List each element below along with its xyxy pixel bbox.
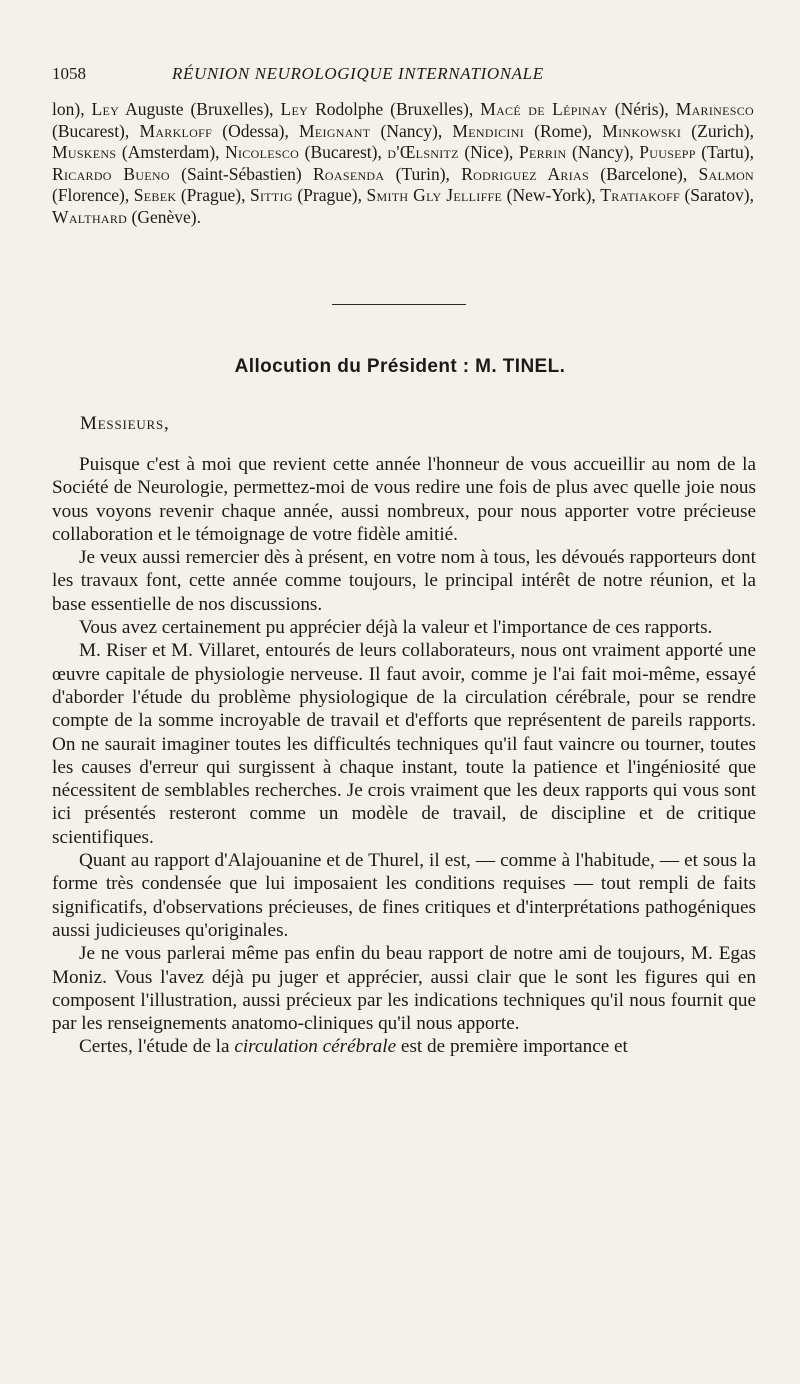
running-title: RÉUNION NEUROLOGIQUE INTERNATIONALE (172, 64, 544, 83)
attendee-text: (Saint-Sébastien) (169, 163, 313, 184)
attendee-text: (Odessa), (212, 120, 300, 141)
attendee-name: Roasenda (312, 163, 385, 184)
paragraph (52, 1035, 756, 1058)
attendee-name: Nicolesco (225, 142, 300, 162)
attendee-name: Salmon (698, 163, 755, 184)
attendee-text: (Saratov), (679, 185, 754, 205)
emphasis-text: circulation cérébrale (234, 1036, 397, 1058)
paragraph-text: Certes, l'étude de la (79, 1036, 235, 1058)
attendee-name: Sittig (249, 185, 293, 205)
attendee-name: Smith Gly Jelliffe (366, 185, 503, 205)
attendee-name: Marinesco (675, 99, 754, 119)
paragraph: Vous avez certainement pu apprécier déjà la valeur et l'importance de ces rapports. (79, 617, 713, 639)
attendee-name: Ley (280, 99, 309, 119)
page-number: 1058 (52, 64, 86, 83)
attendee-name: Tratiakoff (600, 185, 680, 205)
attendee-text: (Nice), (458, 142, 519, 162)
paragraph: Je ne vous parlerai même pas enfin du beau rapport de notre ami de toujours, M. Egas Moniz. Vous l'avez déjà pu juger et apprécier, aussi clair que le sont les figures qui en composent l'illustration, aussi précieux par les indications techniques qu'il nous fournit que par les renseignements anatomo-cliniques qu'il nous apporte. (52, 943, 756, 1035)
attendee-text: (Nancy), (566, 142, 640, 162)
paragraph: M. Riser et M. Villaret, entourés de leurs collaborateurs, nous ont vraiment apporté une œuvre capitale de physiologie nerveuse. Il faut avoir, comme je l'ai fait moi-même, essayé d'aborder l'étude du problème physiologique de la circulation cérébrale, pour se rendre compte de la somme incroyable de travail et d'efforts que représentent de pareils rapports. On ne saurait imaginer toutes les difficultés techniques qu'il faut vaincre ou tourner, toutes les causes d'erreur qui surgissent à chaque instant, toute la patience et l'ingéniosité que nécessitent de semblables recherches. Je crois vraiment que les deux rapports qui vous sont ici présentés resteront comme un modèle de travail, de discipline et de critique scientifiques. (52, 640, 756, 848)
attendee-text: (Tartu), (695, 142, 754, 162)
attendee-name: Mendicini (452, 120, 524, 141)
section-divider (332, 304, 466, 305)
attendee-name: Perrin (518, 142, 567, 162)
attendee-text: lon), (52, 99, 92, 119)
attendee-text: (Prague), (176, 185, 250, 205)
speech-body (52, 453, 756, 1059)
attendee-name: Ricardo Bueno (52, 163, 170, 184)
attendee-name: Macé de Lépinay (480, 99, 608, 119)
attendee-text: (Nancy), (370, 120, 453, 141)
attendee-text: (New-York), (502, 185, 601, 205)
attendee-text: (Bucarest), (299, 142, 388, 162)
section-heading: Allocution du Président : M. TINEL. (234, 356, 566, 377)
attendee-name: Meignant (299, 120, 371, 141)
attendee-text: (Florence), (52, 185, 134, 205)
paragraph: Quant au rapport d'Alajouanine et de Thurel, il est, — comme à l'habitude, — et sous la forme très condensée que lui imposaient les conditions requises — tout rempli de faits significatifs, d'observations précieuses, de fines critiques et d'interprétations pathogéniques aussi judicieuses qu'originales. (52, 850, 756, 941)
attendee-name: Sebek (133, 185, 177, 205)
attendee-text: Auguste (Bruxelles), (119, 99, 281, 119)
paragraph-text: est de première importance et (396, 1036, 628, 1058)
attendee-text: (Barcelone), (588, 163, 699, 184)
attendee-text: (Amsterdam), (116, 142, 226, 162)
attendee-text: (Prague), (292, 185, 367, 205)
attendee-text: (Genève). (127, 206, 202, 227)
attendee-list (52, 99, 754, 228)
attendee-text: (Zurich), (681, 120, 754, 141)
attendee-text: (Bucarest), (52, 120, 140, 141)
salutation: Messieurs, (80, 413, 170, 434)
attendee-name: Walthard (52, 206, 128, 227)
attendee-name: Rodriguez Arias (461, 163, 589, 184)
attendee-text: (Néris), (607, 99, 676, 119)
attendee-text: Rodolphe (Bruxelles), (308, 99, 481, 119)
attendee-name: Markloff (139, 120, 213, 141)
attendee-text: (Rome), (524, 120, 603, 141)
paragraph: Puisque c'est à moi que revient cette année l'honneur de vous accueillir au nom de la Société de Neurologie, permettez-moi de vous redire une fois de plus avec quelle joie nous vous voyons revenir chaque année, aussi nombreux, pour nous apporter votre précieuse collaboration et le témoignage de votre fidèle amitié. (52, 454, 756, 545)
attendee-name: Puusepp (639, 142, 696, 162)
attendee-name: Ley (91, 99, 120, 119)
paragraph: Je veux aussi remercier dès à présent, en votre nom à tous, les dévoués rapporteurs dont les travaux font, cette année comme toujours, le principal intérêt de notre réunion, et la base essentielle de nos discussions. (52, 547, 756, 615)
attendee-name: d'Œlsnitz (387, 142, 459, 162)
attendee-name: Minkowski (602, 120, 682, 141)
attendee-name: Muskens (52, 142, 117, 162)
attendee-text: (Turin), (384, 163, 462, 184)
